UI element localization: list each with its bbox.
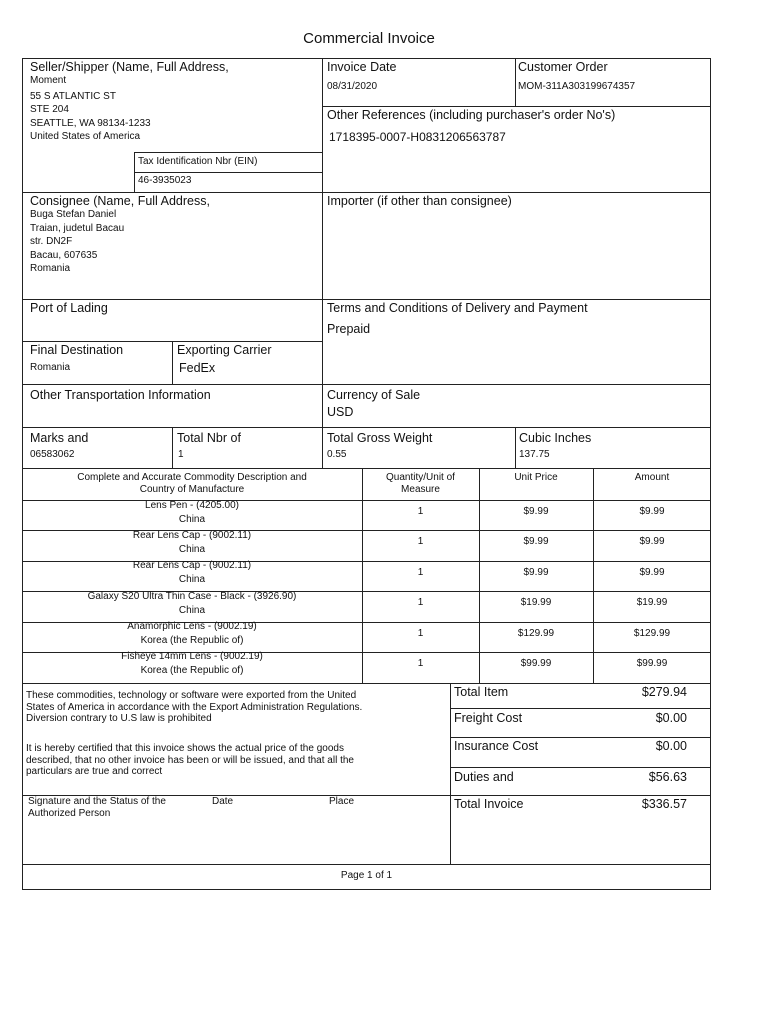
invoice-date-label: Invoice Date xyxy=(327,60,397,74)
address-line: United States of America xyxy=(30,131,141,142)
item-unit-price: $19.99 xyxy=(520,597,552,608)
item-unit-price: $9.99 xyxy=(523,536,549,547)
signature-line: Signature and the Status of the xyxy=(28,796,166,807)
statement-line: particulars are true and correct xyxy=(26,766,163,777)
divider xyxy=(322,58,323,468)
signature-date-label: Date xyxy=(212,796,234,807)
terms-value: Prepaid xyxy=(327,322,371,336)
customer-order-value: MOM-311A303199674357 xyxy=(518,81,636,92)
signature-line: Authorized Person xyxy=(28,807,111,819)
item-amount: $19.99 xyxy=(636,597,668,608)
header-line: Quantity/Unit of xyxy=(386,472,455,483)
address-line: 55 S ATLANTIC ST xyxy=(30,90,116,102)
export-statement xyxy=(26,690,446,725)
divider xyxy=(515,106,711,107)
item-origin: Korea (the Republic of) xyxy=(140,665,244,676)
duties-label: Duties and xyxy=(454,770,514,784)
divider xyxy=(134,172,323,173)
total-nbr-label: Total Nbr of xyxy=(177,431,241,445)
item-unit-price: $9.99 xyxy=(523,506,549,517)
address-line: STE 204 xyxy=(30,104,69,115)
divider xyxy=(450,708,711,709)
divider xyxy=(172,341,173,384)
unit-price-header: Unit Price xyxy=(514,472,558,483)
gross-weight-label: Total Gross Weight xyxy=(327,431,433,445)
certification-statement xyxy=(26,743,446,778)
item-name: Anamorphic Lens - (9002.19) xyxy=(127,621,257,632)
item-amount: $9.99 xyxy=(639,536,665,547)
tax-id-value: 46-3935023 xyxy=(138,175,192,186)
consignee-label: Consignee (Name, Full Address, xyxy=(30,194,210,208)
cubic-inches-value: 137.75 xyxy=(519,449,550,460)
address-line: Bacau, 607635 xyxy=(30,249,98,261)
importer-label: Importer (if other than consignee) xyxy=(327,194,512,208)
freight-cost-value: $0.00 xyxy=(655,711,687,725)
currency-label: Currency of Sale xyxy=(327,388,421,402)
other-references-label: Other References (including purchaser's order No's) xyxy=(327,108,616,122)
statement-line: Diversion contrary to U.S law is prohibited xyxy=(26,713,212,724)
item-description xyxy=(22,529,362,557)
item-quantity: 1 xyxy=(417,597,424,608)
header-line: Measure xyxy=(401,484,440,495)
statement-line: These commodities, technology or software were exported from the United xyxy=(26,690,357,701)
item-quantity: 1 xyxy=(417,536,424,547)
total-item-label: Total Item xyxy=(454,685,509,699)
statement-line: described, that no other invoice has been or will be issued, and that all the xyxy=(26,754,354,766)
total-item-value: $279.94 xyxy=(641,685,687,699)
item-origin: China xyxy=(178,605,206,616)
signature-place-label: Place xyxy=(329,796,355,807)
statement-line: It is hereby certified that this invoice shows the actual price of the goods xyxy=(26,743,344,754)
item-quantity: 1 xyxy=(417,628,424,639)
address-line: Moment xyxy=(30,75,67,86)
tax-id-label: Tax Identification Nbr (EIN) xyxy=(138,156,258,167)
item-amount: $9.99 xyxy=(639,506,665,517)
invoice-date-value: 08/31/2020 xyxy=(327,81,378,92)
divider xyxy=(450,737,711,738)
address-line: Romania xyxy=(30,263,71,274)
divider xyxy=(22,299,711,300)
item-name: Rear Lens Cap - (9002.11) xyxy=(132,530,252,541)
item-origin: China xyxy=(178,574,206,585)
amount-header: Amount xyxy=(634,472,670,483)
terms-label: Terms and Conditions of Delivery and Payment xyxy=(327,301,588,315)
final-destination-value: Romania xyxy=(30,362,71,373)
divider xyxy=(322,106,516,107)
divider xyxy=(22,683,711,684)
divider xyxy=(22,427,711,428)
other-transport-label: Other Transportation Information xyxy=(30,388,211,402)
item-unit-price: $129.99 xyxy=(517,628,555,639)
address-line: Buga Stefan Daniel xyxy=(30,209,117,220)
item-name: Lens Pen - (4205.00) xyxy=(145,500,239,511)
item-name: Rear Lens Cap - (9002.11) xyxy=(132,560,252,571)
divider xyxy=(22,192,711,193)
divider xyxy=(515,427,516,468)
address-line: str. DN2F xyxy=(30,236,73,247)
divider xyxy=(22,468,711,469)
duties-value: $56.63 xyxy=(648,770,687,784)
item-origin: China xyxy=(178,544,206,555)
marks-label: Marks and xyxy=(30,431,89,445)
item-origin: China xyxy=(178,514,206,525)
description-header xyxy=(22,472,362,496)
item-description xyxy=(22,499,362,527)
item-quantity: 1 xyxy=(417,658,424,669)
item-amount: $129.99 xyxy=(633,628,671,639)
consignee-address xyxy=(30,208,124,276)
total-invoice-value: $336.57 xyxy=(641,797,687,811)
divider xyxy=(172,427,173,468)
insurance-cost-value: $0.00 xyxy=(655,739,687,753)
total-nbr-value: 1 xyxy=(178,449,184,460)
seller-label: Seller/Shipper (Name, Full Address, xyxy=(30,60,229,74)
quantity-header xyxy=(362,472,479,496)
item-quantity: 1 xyxy=(417,506,424,517)
divider xyxy=(22,864,711,865)
final-destination-label: Final Destination xyxy=(30,343,124,357)
customer-order-label: Customer Order xyxy=(518,60,608,74)
currency-value: USD xyxy=(327,405,354,419)
divider xyxy=(515,58,516,106)
marks-value: 06583062 xyxy=(30,449,75,460)
invoice-title: Commercial Invoice xyxy=(303,30,435,47)
item-description xyxy=(22,620,362,648)
cubic-inches-label: Cubic Inches xyxy=(519,431,592,445)
divider xyxy=(134,152,323,153)
insurance-cost-label: Insurance Cost xyxy=(454,739,539,753)
item-description xyxy=(22,650,362,678)
address-line: Traian, judetul Bacau xyxy=(30,222,125,234)
item-quantity: 1 xyxy=(417,567,424,578)
total-invoice-label: Total Invoice xyxy=(454,797,524,811)
page-number: Page 1 of 1 xyxy=(340,870,393,881)
item-name: Galaxy S20 Ultra Thin Case - Black - (3926.90) xyxy=(87,591,297,602)
divider xyxy=(450,767,711,768)
seller-address xyxy=(30,74,151,144)
item-origin: Korea (the Republic of) xyxy=(140,635,244,646)
gross-weight-value: 0.55 xyxy=(327,449,347,460)
other-references-value: 1718395-0007-H0831206563787 xyxy=(329,130,506,144)
divider xyxy=(22,384,711,385)
item-name: Fisheye 14mm Lens - (9002.19) xyxy=(121,651,263,662)
item-description xyxy=(22,590,362,618)
divider xyxy=(450,683,451,864)
item-description xyxy=(22,559,362,587)
port-of-lading-label: Port of Lading xyxy=(30,301,108,315)
item-amount: $9.99 xyxy=(639,567,665,578)
header-line: Complete and Accurate Commodity Description and xyxy=(77,472,307,483)
freight-cost-label: Freight Cost xyxy=(454,711,523,725)
item-unit-price: $99.99 xyxy=(520,658,552,669)
exporting-carrier-value: FedEx xyxy=(179,361,216,375)
statement-line: States of America in accordance with the Export Administration Regulations. xyxy=(26,701,363,713)
signature-label xyxy=(28,796,166,819)
item-unit-price: $9.99 xyxy=(523,567,549,578)
exporting-carrier-label: Exporting Carrier xyxy=(177,343,272,357)
address-line: SEATTLE, WA 98134-1233 xyxy=(30,117,151,129)
header-line: Country of Manufacture xyxy=(139,484,245,495)
item-amount: $99.99 xyxy=(636,658,668,669)
